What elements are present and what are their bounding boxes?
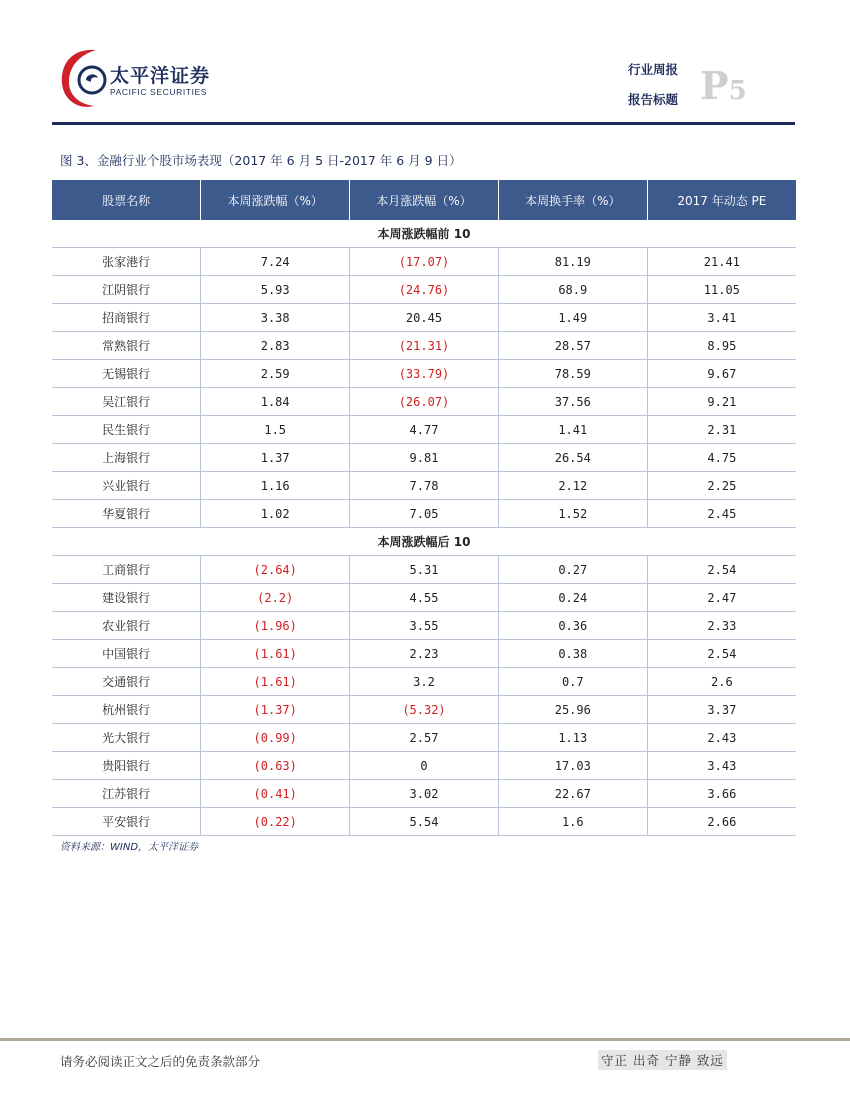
value-cell: (0.63) [201, 752, 350, 780]
table-row [52, 668, 796, 696]
figure-title: 图 3、金融行业个股市场表现（2017 年 6 月 5 日-2017 年 6 月 9 日） [60, 153, 462, 168]
stock-name-cell: 平安银行 [52, 808, 201, 836]
section-label: 本周涨跌幅后 10 [52, 528, 796, 556]
value-cell: 7.78 [350, 472, 499, 500]
table-row [52, 332, 796, 360]
stock-name-cell: 光大银行 [52, 724, 201, 752]
value-cell: 1.49 [498, 304, 647, 332]
value-cell: (24.76) [350, 276, 499, 304]
value-cell: (1.61) [201, 640, 350, 668]
table-row [52, 556, 796, 584]
column-header: 本周涨跌幅（%） [201, 180, 350, 220]
table-row [52, 780, 796, 808]
stock-name-cell: 交通银行 [52, 668, 201, 696]
value-cell: 21.41 [647, 248, 796, 276]
logo-text [110, 66, 210, 97]
stock-performance-table [52, 180, 796, 836]
table-row [52, 584, 796, 612]
table-row [52, 248, 796, 276]
table-row [52, 360, 796, 388]
table-row [52, 472, 796, 500]
company-name-cn: 太平洋证券 [110, 65, 211, 87]
table-row [52, 640, 796, 668]
stock-name-cell: 建设银行 [52, 584, 201, 612]
value-cell: 2.6 [647, 668, 796, 696]
value-cell: (0.99) [201, 724, 350, 752]
stock-name-cell: 民生银行 [52, 416, 201, 444]
column-header: 股票名称 [52, 180, 201, 220]
header-rule [52, 122, 795, 125]
value-cell: (1.61) [201, 668, 350, 696]
stock-name-cell: 无锡银行 [52, 360, 201, 388]
value-cell: 2.12 [498, 472, 647, 500]
value-cell: 2.59 [201, 360, 350, 388]
stock-name-cell: 兴业银行 [52, 472, 201, 500]
value-cell: 0 [350, 752, 499, 780]
value-cell: 5.54 [350, 808, 499, 836]
value-cell: 2.33 [647, 612, 796, 640]
value-cell: 4.75 [647, 444, 796, 472]
footer-motto: 守正 出奇 宁静 致远 [598, 1050, 727, 1070]
value-cell: 2.23 [350, 640, 499, 668]
value-cell: (33.79) [350, 360, 499, 388]
value-cell: 1.6 [498, 808, 647, 836]
table-header-row [52, 180, 796, 220]
value-cell: (0.22) [201, 808, 350, 836]
value-cell: 0.38 [498, 640, 647, 668]
value-cell: (21.31) [350, 332, 499, 360]
value-cell: 2.47 [647, 584, 796, 612]
value-cell: (26.07) [350, 388, 499, 416]
section-label: 本周涨跌幅前 10 [52, 220, 796, 248]
stock-name-cell: 贵阳银行 [52, 752, 201, 780]
value-cell: 0.24 [498, 584, 647, 612]
source-note: 资料来源：WIND，太平洋证券 [60, 842, 199, 853]
stock-name-cell: 江苏银行 [52, 780, 201, 808]
column-header: 本月涨跌幅（%） [350, 180, 499, 220]
value-cell: 68.9 [498, 276, 647, 304]
stock-name-cell: 吴江银行 [52, 388, 201, 416]
stock-name-cell: 农业银行 [52, 612, 201, 640]
value-cell: 20.45 [350, 304, 499, 332]
report-title: 报告标题 [628, 92, 679, 107]
value-cell: 2.83 [201, 332, 350, 360]
value-cell: 2.66 [647, 808, 796, 836]
page-digit: 5 [728, 76, 747, 106]
value-cell: 9.67 [647, 360, 796, 388]
stock-name-cell: 常熟银行 [52, 332, 201, 360]
value-cell: 1.37 [201, 444, 350, 472]
footer-rule [0, 1038, 850, 1041]
value-cell: 3.38 [201, 304, 350, 332]
value-cell: 3.02 [350, 780, 499, 808]
stock-name-cell: 中国银行 [52, 640, 201, 668]
value-cell: 7.05 [350, 500, 499, 528]
value-cell: 7.24 [201, 248, 350, 276]
stock-name-cell: 华夏银行 [52, 500, 201, 528]
value-cell: 25.96 [498, 696, 647, 724]
value-cell: 2.25 [647, 472, 796, 500]
section-header-row [52, 220, 796, 248]
value-cell: 1.5 [201, 416, 350, 444]
value-cell: 5.93 [201, 276, 350, 304]
value-cell: 2.31 [647, 416, 796, 444]
logo-mark-icon [60, 44, 108, 110]
table-row [52, 276, 796, 304]
report-type: 行业周报 [628, 62, 679, 77]
value-cell: 28.57 [498, 332, 647, 360]
value-cell: 0.7 [498, 668, 647, 696]
table-row [52, 304, 796, 332]
company-logo [60, 44, 108, 114]
value-cell: (2.64) [201, 556, 350, 584]
table-row [52, 612, 796, 640]
value-cell: 4.77 [350, 416, 499, 444]
page-number [700, 63, 747, 111]
value-cell: 5.31 [350, 556, 499, 584]
footer-disclaimer: 请务必阅读正文之后的免责条款部分 [60, 1054, 261, 1069]
value-cell: (2.2) [201, 584, 350, 612]
table-row [52, 444, 796, 472]
value-cell: 17.03 [498, 752, 647, 780]
stock-name-cell: 工商银行 [52, 556, 201, 584]
value-cell: 3.43 [647, 752, 796, 780]
value-cell: 4.55 [350, 584, 499, 612]
value-cell: 0.36 [498, 612, 647, 640]
value-cell: 2.43 [647, 724, 796, 752]
table-row [52, 500, 796, 528]
stock-name-cell: 张家港行 [52, 248, 201, 276]
page-letter: P [700, 63, 729, 108]
value-cell: 37.56 [498, 388, 647, 416]
company-name-en: PACIFIC SECURITIES [110, 87, 208, 97]
value-cell: 81.19 [498, 248, 647, 276]
value-cell: 78.59 [498, 360, 647, 388]
value-cell: 8.95 [647, 332, 796, 360]
stock-name-cell: 上海银行 [52, 444, 201, 472]
column-header: 本周换手率（%） [498, 180, 647, 220]
value-cell: 9.81 [350, 444, 499, 472]
value-cell: 1.02 [201, 500, 350, 528]
value-cell: 3.2 [350, 668, 499, 696]
table-row [52, 388, 796, 416]
section-header-row [52, 528, 796, 556]
table-row [52, 724, 796, 752]
stock-name-cell: 招商银行 [52, 304, 201, 332]
value-cell: (1.96) [201, 612, 350, 640]
table-row [52, 752, 796, 780]
value-cell: 1.52 [498, 500, 647, 528]
stock-name-cell: 江阴银行 [52, 276, 201, 304]
value-cell: 3.55 [350, 612, 499, 640]
value-cell: 1.16 [201, 472, 350, 500]
value-cell: 1.41 [498, 416, 647, 444]
value-cell: 3.41 [647, 304, 796, 332]
value-cell: 26.54 [498, 444, 647, 472]
value-cell: 11.05 [647, 276, 796, 304]
value-cell: 0.27 [498, 556, 647, 584]
table-row [52, 696, 796, 724]
value-cell: (1.37) [201, 696, 350, 724]
value-cell: 2.45 [647, 500, 796, 528]
value-cell: (17.07) [350, 248, 499, 276]
value-cell: 9.21 [647, 388, 796, 416]
table-row [52, 416, 796, 444]
value-cell: 1.13 [498, 724, 647, 752]
value-cell: 2.54 [647, 556, 796, 584]
value-cell: 3.66 [647, 780, 796, 808]
value-cell: 2.57 [350, 724, 499, 752]
value-cell: (5.32) [350, 696, 499, 724]
value-cell: 2.54 [647, 640, 796, 668]
stock-name-cell: 杭州银行 [52, 696, 201, 724]
table-body [52, 220, 796, 836]
value-cell: 1.84 [201, 388, 350, 416]
value-cell: 3.37 [647, 696, 796, 724]
value-cell: 22.67 [498, 780, 647, 808]
value-cell: (0.41) [201, 780, 350, 808]
table-row [52, 808, 796, 836]
column-header: 2017 年动态 PE [647, 180, 796, 220]
